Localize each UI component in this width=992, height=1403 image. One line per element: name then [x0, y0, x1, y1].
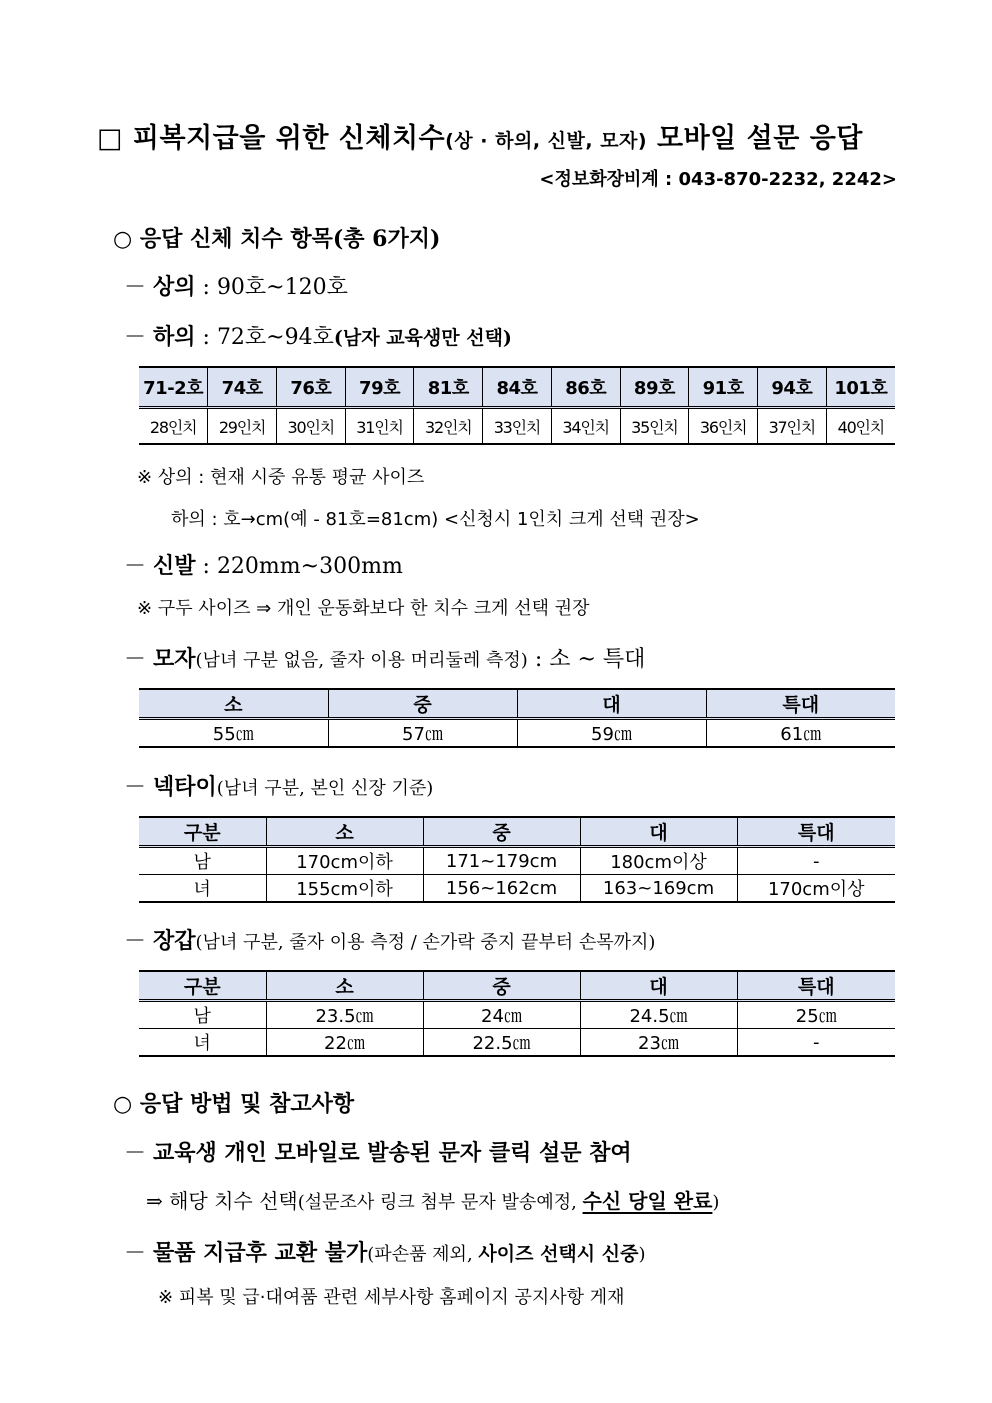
method-sub-line	[146, 1185, 719, 1214]
pants-value-cell: 28인치	[139, 408, 208, 445]
glove-header-row	[139, 971, 895, 1001]
hat-range: : 소 ~ 특대	[527, 647, 646, 672]
note-final: ※ 피복 및 급·대여품 관련 세부사항 홈페이지 공지사항 게재	[158, 1287, 625, 1308]
pants-value-cell: 32인치	[414, 408, 483, 445]
glove-label: 장갑	[153, 928, 196, 954]
separator: :	[195, 275, 217, 300]
tie-header-cell: 특대	[737, 817, 895, 847]
tie-cell: 녀	[139, 875, 266, 903]
page-title	[97, 116, 863, 155]
tie-cell: 156~162cm	[423, 875, 580, 903]
bottom-note: (남자 교육생만 선택)	[333, 327, 512, 349]
tie-header-cell: 대	[580, 817, 737, 847]
pants-value-cell: 29인치	[208, 408, 277, 445]
dash-glyph: －	[124, 1241, 147, 1266]
table-row	[139, 719, 895, 748]
pants-header-cell: 81호	[414, 367, 483, 408]
glove-cell: 22㎝	[266, 1029, 423, 1057]
glove-cell: 24.5㎝	[580, 1001, 737, 1029]
tie-cell: -	[737, 847, 895, 875]
glove-size-table	[139, 970, 895, 1057]
note-top: ※ 상의 : 현재 시중 유통 평균 사이즈	[137, 467, 425, 488]
note-bottom: 하의 : 호→cm(예 - 81호=81cm) <신청시 1인치 크게 선택 권장>	[171, 509, 700, 530]
glove-detail: (남녀 구분, 줄자 이용 측정 / 손가락 중지 끝부터 손목까지)	[195, 932, 656, 953]
dash-glyph: －	[124, 929, 147, 954]
pants-header-cell: 89호	[620, 367, 689, 408]
shoe-range: 220mm~300mm	[216, 554, 403, 579]
dash-glyph: －	[124, 275, 147, 300]
pants-header-cell: 76호	[276, 367, 345, 408]
tie-cell: 170cm이상	[737, 875, 895, 903]
pants-value-cell: 37인치	[757, 408, 826, 445]
tie-cell: 163~169cm	[580, 875, 737, 903]
method-detail: (설문조사 링크 첨부 문자 발송예정,	[297, 1192, 583, 1213]
table-row	[139, 875, 895, 903]
hat-header-row	[139, 689, 895, 719]
glove-header-cell: 대	[580, 971, 737, 1001]
contact-info: <정보화장비계 : 043-870-2232, 2242>	[539, 169, 897, 190]
top-size-line	[124, 270, 348, 301]
hat-size-line	[124, 642, 645, 673]
glove-cell: 23.5㎝	[266, 1001, 423, 1029]
glove-cell: -	[737, 1029, 895, 1057]
glove-size-line	[124, 924, 655, 955]
table-row	[139, 1029, 895, 1057]
pants-value-cell: 30인치	[276, 408, 345, 445]
hat-value-cell: 61㎝	[706, 719, 895, 748]
title-tail: 모바일 설문 응답	[657, 123, 863, 154]
pants-value-cell: 35인치	[620, 408, 689, 445]
hat-label: 모자	[153, 646, 196, 672]
method-deadline: 수신 당일 완료	[582, 1189, 713, 1213]
pants-header-cell: 79호	[345, 367, 414, 408]
pants-value-cell: 36인치	[689, 408, 758, 445]
title-checkbox-glyph: □	[97, 123, 124, 154]
hat-header-cell: 특대	[706, 689, 895, 719]
glove-header-cell: 중	[423, 971, 580, 1001]
tie-cell: 180cm이상	[580, 847, 737, 875]
tie-header-row	[139, 817, 895, 847]
pants-value-cell: 40인치	[826, 408, 895, 445]
tie-header-cell: 소	[266, 817, 423, 847]
pants-value-cell: 31인치	[345, 408, 414, 445]
hat-value-cell: 59㎝	[517, 719, 706, 748]
hat-size-table	[139, 688, 895, 748]
separator: :	[195, 325, 217, 350]
pants-header-row	[139, 367, 895, 408]
note-shoes: ※ 구두 사이즈 ⇒ 개인 운동화보다 한 치수 크게 선택 권장	[137, 598, 590, 619]
tie-cell: 171~179cm	[423, 847, 580, 875]
exchange-close: )	[638, 1244, 646, 1265]
glove-cell: 녀	[139, 1029, 266, 1057]
tie-label: 넥타이	[153, 774, 217, 800]
dash-glyph: －	[124, 775, 147, 800]
shoe-label: 신발	[153, 553, 196, 579]
bottom-label: 하의	[153, 324, 196, 350]
glove-cell: 23㎝	[580, 1029, 737, 1057]
section-heading-method: ○ 응답 방법 및 참고사항	[113, 1091, 355, 1117]
pants-size-table	[139, 366, 895, 445]
dash-glyph: －	[124, 325, 147, 350]
exchange-label: 물품 지급후 교환 불가	[153, 1240, 368, 1266]
pants-value-cell: 34인치	[551, 408, 620, 445]
hat-header-cell: 소	[139, 689, 328, 719]
hat-header-cell: 대	[517, 689, 706, 719]
title-sub: (상 · 하의, 신발, 모자)	[445, 130, 648, 152]
tie-cell: 155cm이하	[266, 875, 423, 903]
method-close: )	[712, 1192, 720, 1213]
top-range: 90호~120호	[216, 275, 348, 300]
glove-cell: 22.5㎝	[423, 1029, 580, 1057]
tie-cell: 170cm이하	[266, 847, 423, 875]
tie-cell: 남	[139, 847, 266, 875]
pants-header-cell: 94호	[757, 367, 826, 408]
method-line	[124, 1136, 632, 1167]
bottom-size-line	[124, 320, 512, 351]
hat-value-cell: 57㎝	[328, 719, 517, 748]
tie-size-table	[139, 816, 895, 903]
table-row	[139, 408, 895, 445]
tie-size-line	[124, 770, 433, 801]
glove-cell: 25㎝	[737, 1001, 895, 1029]
pants-value-cell: 33인치	[483, 408, 552, 445]
glove-cell: 남	[139, 1001, 266, 1029]
dash-glyph: －	[124, 647, 147, 672]
title-main: 피복지급을 위한 신체치수	[132, 123, 446, 154]
glove-header-cell: 소	[266, 971, 423, 1001]
shoe-size-line	[124, 549, 403, 580]
dash-glyph: －	[124, 1141, 147, 1166]
separator: :	[195, 554, 217, 579]
exchange-line	[124, 1236, 646, 1267]
section-heading-items: ○ 응답 신체 치수 항목(총 6가지)	[113, 226, 441, 252]
table-row	[139, 1001, 895, 1029]
hat-value-cell: 55㎝	[139, 719, 328, 748]
method-arrow-text: ⇒ 해당 치수 선택	[146, 1189, 298, 1213]
bottom-range: 72호~94호	[216, 325, 334, 350]
pants-header-cell: 86호	[551, 367, 620, 408]
tie-detail: (남녀 구분, 본인 신장 기준)	[216, 778, 434, 799]
pants-header-cell: 84호	[483, 367, 552, 408]
glove-header-cell: 특대	[737, 971, 895, 1001]
pants-header-cell: 101호	[826, 367, 895, 408]
glove-header-cell: 구분	[139, 971, 266, 1001]
tie-header-cell: 구분	[139, 817, 266, 847]
hat-header-cell: 중	[328, 689, 517, 719]
pants-header-cell: 91호	[689, 367, 758, 408]
table-row	[139, 847, 895, 875]
exchange-detail: (파손품 제외,	[367, 1244, 479, 1265]
pants-header-cell: 74호	[208, 367, 277, 408]
exchange-caution: 사이즈 선택시 신중	[478, 1243, 639, 1265]
glove-cell: 24㎝	[423, 1001, 580, 1029]
pants-header-cell: 71-2호	[139, 367, 208, 408]
top-label: 상의	[153, 274, 196, 300]
dash-glyph: －	[124, 554, 147, 579]
tie-header-cell: 중	[423, 817, 580, 847]
hat-detail: (남녀 구분 없음, 줄자 이용 머리둘레 측정)	[195, 650, 528, 671]
method-text: 교육생 개인 모바일로 발송된 문자 클릭 설문 참여	[153, 1140, 632, 1166]
